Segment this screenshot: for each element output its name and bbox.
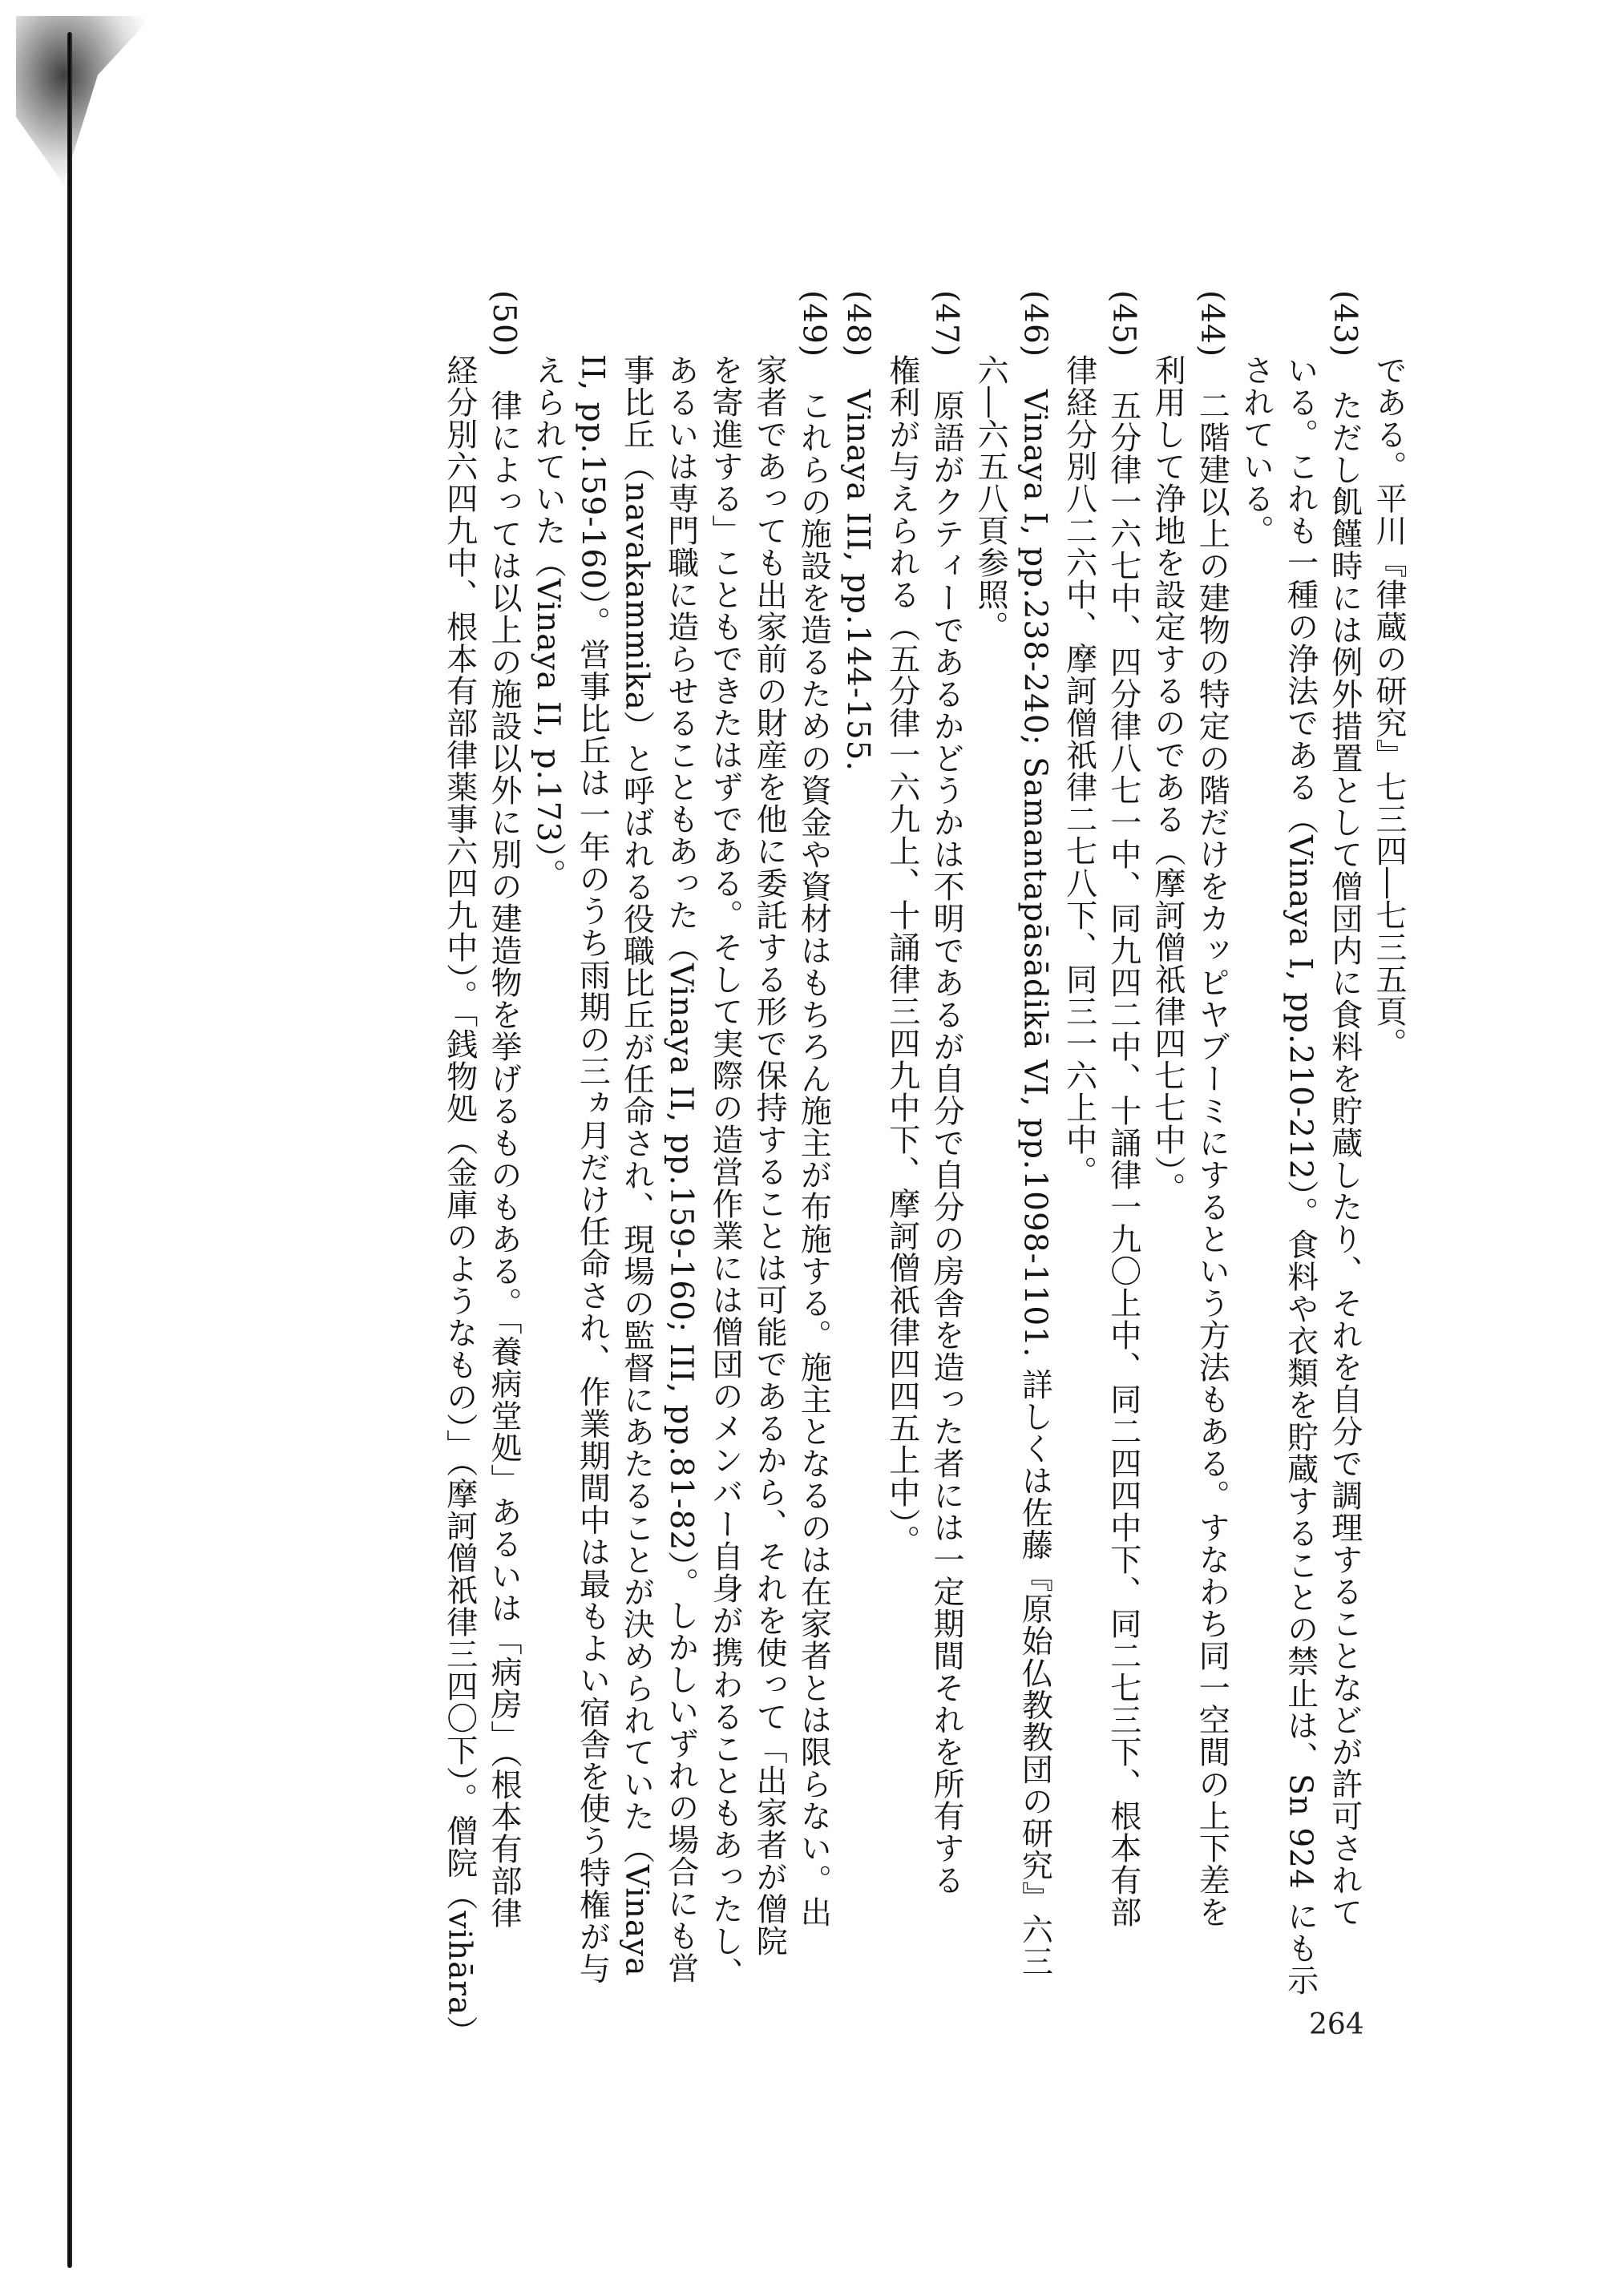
footnote-line: 利用して浄地を設定するのである（摩訶僧祇律四七七中）。	[1149, 354, 1186, 1204]
footnote-line-48: (48) Vinaya III, pp.144-155.	[839, 290, 876, 772]
footnote-line-44: (44) 二階建以上の建物の特定の階だけをカッピヤブーミにするという方法もある。すなわち同一空間の上下差を	[1194, 290, 1230, 1929]
binding-shadow	[16, 16, 152, 184]
footnote-line: 六―六五八頁参照。	[972, 354, 1009, 643]
footnote-line: を寄進する」こともできたはずである。そして実際の造営作業には僧団のメンバー自身が携わることもあったし、	[706, 354, 743, 1989]
footnote-line: されている。	[1238, 354, 1275, 547]
footnote-line: 律経分別八二六中、摩訶僧祇律二七八下、同三一六上中。	[1060, 354, 1097, 1188]
footnote-line: 家者であっても出家前の財産を他に委託する形で保持することは可能であるから、それを使って「出家者が僧院	[751, 354, 788, 1957]
footnote-line-50: (50) 律によっては以上の施設以外に別の建造物を挙げるものもある。「養病堂処」あるいは「病房」（根本有部律	[485, 290, 522, 1930]
footnote-line: いる。これも一種の浄法である（Vinaya I, pp.210-212）。食料や衣類を貯蔵することの禁止は、Sn 924 にも示	[1282, 354, 1319, 1997]
footnote-line-46: (46) Vinaya I, pp.238-240; Samantapāsādikā VI, pp.1098-1101. 詳しくは佐藤『原始仏教教団の研究』六三	[1016, 290, 1053, 1978]
footnote-line: 事比丘（navakammika）と呼ばれる役職比丘が任命され、現場の監督にあたることが決められていた（Vinaya	[618, 354, 655, 1977]
footnote-line: 権利が与えられる（五分律一六九上、十誦律三四九中下、摩訶僧祇律四四五上中）。	[883, 354, 920, 1557]
page-number: 264	[1309, 2008, 1364, 2041]
footnote-line-43: (43) ただし飢饉時には例外措置として僧団内に食料を貯蔵したり、それを自分で調理することなどが許可されて	[1326, 290, 1363, 1929]
footnote-line: である。平川『律蔵の研究』七三四―七三五頁。	[1371, 354, 1407, 1059]
footnote-line: えられていた（Vinaya II, p.173）。	[530, 354, 567, 891]
footnote-line: あるいは専門職に造らせることもあった（Vinaya II, pp.159-160; III, pp.81-82）。しかしいずれの場合にも営	[662, 354, 699, 1984]
footnote-line-49: (49) これらの施設を造るための資金や資材はもちろん施主が布施する。施主となるのは在家者とは限らない。出	[795, 290, 832, 1929]
binding-gutter-line	[67, 32, 72, 2268]
footnote-line-47: (47) 原語がクティーであるかどうかは不明であるが自分で自分の房舎を造った者には一定期間それを所有する	[927, 290, 964, 1897]
footnote-line-45: (45) 五分律一六七中、四分律八七一中、同九四二中、十誦律一九〇上中、同二四四中下、同二七三下、根本有部	[1105, 290, 1141, 1929]
footnote-line: 経分別六四九中、根本有部律薬事六四九中）。「銭物処（金庫のようなもの）」（摩訶僧祇律三四〇下）。僧院（vihāra）	[441, 354, 478, 2048]
footnote-line: II, pp.159-160）。営事比丘は一年のうち雨期の三ヵ月だけ任命され、作業期間中は最もよい宿舎を使う特権が与	[574, 354, 611, 1985]
